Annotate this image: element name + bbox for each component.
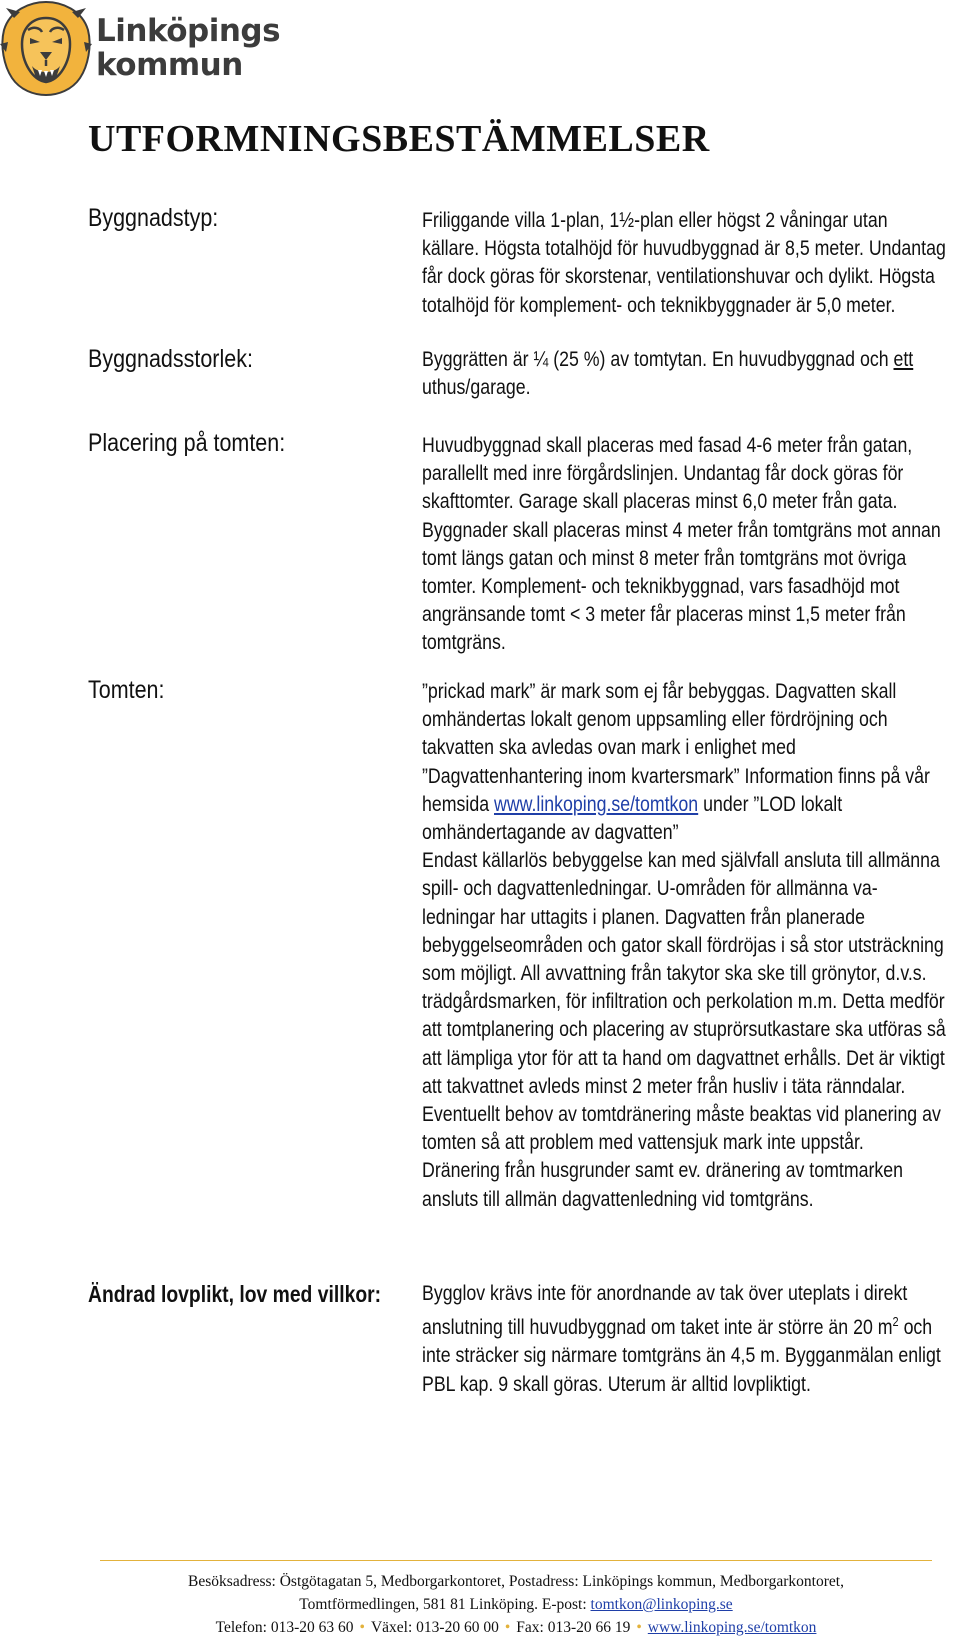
footer-email-line [100,1593,932,1616]
label-byggnadstyp: Byggnadstyp: [88,204,219,232]
text-byggnadstyp: Friliggande villa 1-plan, 1½-plan eller högst 2 våningar utan källare. Högsta totalhöjd för huvudbyggnad är 8,5 meter. Undantag får dock göras för skorstenar, ventilationshuvar och dylikt. Högsta totalhöjd för komplement- och teknikbyggnader är 5,0 meter. [422,209,946,317]
footer-contact-line [100,1616,932,1639]
text-lovplikt [422,1280,946,1399]
text-tomten [422,678,946,1214]
footer-fax: Fax: 013-20 66 19 [516,1619,631,1636]
logo-line-2: kommun [96,47,243,83]
text-byggnadsstorlek-underlined: ett [893,348,914,371]
footer [100,1570,932,1639]
text-lovplikt-b: och inte sträcker sig närmare tomtgräns än 4,5 m. Bygganmälan enligt PBL kap. 9 skall göras. Uterum är alltid lovpliktigt. [422,1316,941,1396]
text-byggnadsstorlek-b: uthus/garage. [422,376,531,400]
footer-phone: Telefon: 013-20 63 60 [215,1619,354,1636]
text-tomten-a: ”prickad mark” är mark som ej får bebyggas. Dagvatten skall omhändertas lokalt genom uppsamling eller fördröjning och takvatten ska avledas ovan mark i enlighet med ”Dagvattenhantering inom kvartersmark” Information finns på vår hemsida [422,680,930,816]
label-lovplikt: Ändrad lovplikt, lov med villkor: [88,1281,382,1307]
text-lovplikt-a: Bygglov krävs inte för anordnande av tak över uteplats i direkt anslutning till huvudbyggnad om taket inte är större än 20 m [422,1282,908,1340]
text-byggnadsstorlek [422,346,946,402]
bullet-icon: • [359,1619,365,1636]
footer-email-label: Tomtförmedlingen, 581 81 Linköping. E-post: [299,1596,591,1613]
text-placering: Huvudbyggnad skall placeras med fasad 4-6 meter från gatan, parallellt med inre förgårdslinjen. Undantag får dock göras för skafttomter. Garage skall placeras minst 6,0 meter från gata. Byggnader skall placeras minst 4 meter från tomtgräns mot annan tomt längs gatan och minst 8 meter från tomtgräns mot övriga tomter. Komplement- och teknikbyggnad, vars fasadhöjd mot angränsande tomt < 3 meter får placeras minst 1,5 meter från tomtgräns. [422,434,941,655]
text-lovplikt-sup: 2 [892,1314,899,1330]
footer-email-link[interactable]: tomtkon@linkoping.se [590,1596,733,1613]
bullet-icon: • [504,1619,511,1636]
tomtkon-web-link[interactable]: www.linkoping.se/tomtkon [494,792,699,816]
text-tomten-para-2: Endast källarlös bebyggelse kan med självfall ansluta till allmänna spill- och dagvattenledningar. U-områden för allmänna va-ledningar har uttagits i planen. Dagvatten från planerade bebyggelseområden och gator skall fördröjas i så stor utsträckning som möjligt. All avvattning från takytor ska ske till grönytor, d.v.s. trädgårdsmarken, för infiltration och perkolation m.m. Detta medför att tomtplanering och placering av stuprörsutkastare ska utföras så att lämpliga ytor för att ta hand om dagvattnet erhålls. Det är viktigt att takvattnet avleds minst 2 meter från husliv i täta ränndalar. Eventuellt behov av tomtdränering måste beaktas vid planering av tomten så att problem med vattensjuk mark inte uppstår. Dränering från husgrunder samt ev. dränering av tomtmarken ansluts till allmän dagvattenledning vid tomtgräns. [422,849,946,1211]
label-byggnadsstorlek: Byggnadsstorlek: [88,345,253,373]
municipality-logo [0,0,300,100]
text-byggnadsstorlek-a: Byggrätten är ¼ (25 %) av tomtytan. En huvudbyggnad och [422,348,894,371]
text-tomten-b: under ”LOD lokalt omhändertagande av dagvatten” [422,792,843,845]
bullet-icon: • [636,1619,642,1636]
logo-line-1: Linköpings [96,13,281,49]
footer-address-line: Besöksadress: Östgötagatan 5, Medborgarkontoret, Postadress: Linköpings kommun, Medborgarkontoret, [188,1573,844,1590]
label-tomten: Tomten: [88,676,165,704]
logo-wordmark [96,14,280,82]
label-placering: Placering på tomten: [88,429,286,457]
lion-head-icon [0,0,92,96]
text-tomten-para-1 [422,678,946,847]
footer-vaxel: Växel: 013-20 60 00 [370,1619,499,1636]
footer-divider [100,1560,932,1561]
footer-web-link[interactable]: www.linkoping.se/tomtkon [647,1619,817,1636]
page-title: UTFORMNINGSBESTÄMMELSER [88,118,710,160]
